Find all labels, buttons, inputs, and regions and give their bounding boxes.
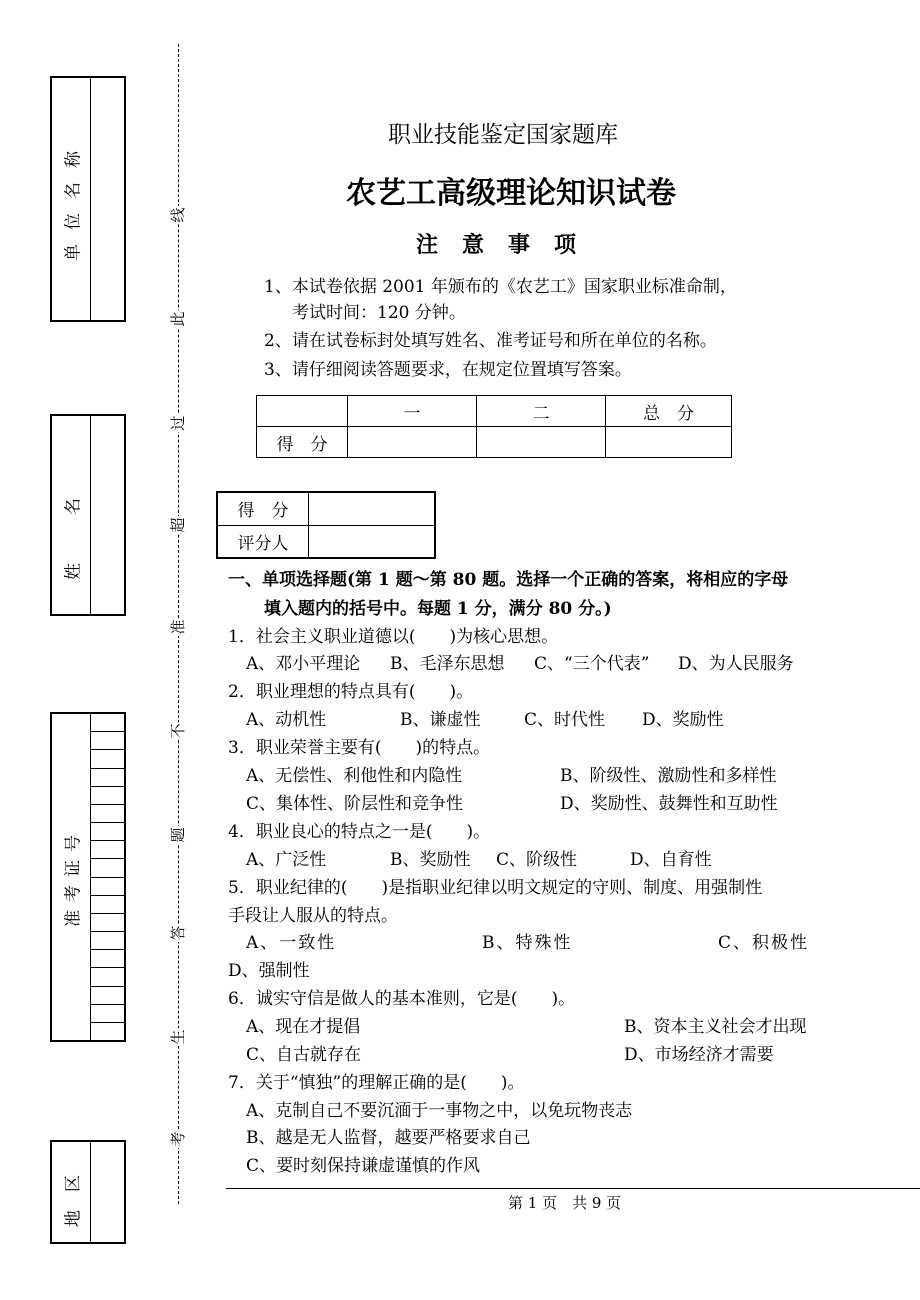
q4-option-b: B、奖励性	[390, 850, 471, 870]
question-2: 2．职业理想的特点具有( )。	[228, 682, 474, 702]
grader-table	[216, 491, 436, 559]
exam-id-label: 准考证号	[63, 827, 84, 927]
exam-title: 农艺工高级理论知识试卷	[346, 176, 676, 211]
region-label: 地区	[63, 1157, 84, 1227]
score-cell-total[interactable]	[606, 427, 732, 458]
cut-char: 准	[169, 619, 187, 635]
q3-option-d: D、奖励性、鼓舞性和互助性	[560, 794, 778, 814]
q5-option-c: C、积极性	[718, 933, 810, 953]
q1-option-a: A、邓小平理论	[246, 654, 361, 674]
question-1: 1．社会主义职业道德以( )为核心思想。	[228, 627, 559, 647]
page-number: 第 1 页 共 9 页	[508, 1194, 622, 1212]
q1-option-b: B、毛泽东思想	[390, 654, 505, 674]
cut-char: 线	[169, 207, 187, 223]
cut-char: 题	[169, 827, 187, 843]
score-row-label: 得 分	[257, 427, 348, 458]
q2-option-d: D、奖励性	[642, 710, 724, 730]
q5-option-d: D、强制性	[228, 961, 310, 981]
name-label: 姓名	[63, 450, 84, 580]
q4-option-a: A、广泛性	[246, 850, 327, 870]
q6-option-d: D、市场经济才需要	[624, 1045, 774, 1065]
section-heading-2: 填入题内的括号中。每题 1 分，满分 80 分。)	[264, 599, 612, 619]
q3-option-c: C、集体性、阶层性和竞争性	[246, 794, 464, 814]
question-7: 7．关于“慎独”的理解正确的是( )。	[228, 1073, 525, 1093]
name-field[interactable]	[91, 416, 124, 614]
exam-id-grid[interactable]	[91, 714, 124, 1040]
q5-option-a: A、一致性	[246, 933, 337, 953]
unit-name-field[interactable]	[91, 78, 124, 320]
q2-option-c: C、时代性	[524, 710, 606, 730]
cut-char: 过	[169, 415, 187, 431]
question-3: 3．职业荣誉主要有( )的特点。	[228, 738, 491, 758]
cut-char: 不	[169, 723, 187, 739]
question-5: 5．职业纪律的( )是指职业纪律以明文规定的守则、制度、用强制性	[228, 878, 763, 898]
region-field[interactable]	[91, 1142, 124, 1242]
question-5-cont: 手段让人服从的特点。	[228, 906, 398, 926]
notice-2: 2、请在试卷标封处填写姓名、准考证号和所在单位的名称。	[264, 331, 717, 351]
notice-3: 3、请仔细阅读答题要求，在规定位置填写答案。	[264, 360, 632, 380]
question-6: 6．诚实守信是做人的基本准则，它是( )。	[228, 989, 576, 1009]
unit-name-label: 单位名称	[63, 137, 84, 261]
cut-char: 生	[169, 1029, 187, 1045]
q1-option-d: D、为人民服务	[678, 654, 794, 674]
unit-name-box	[50, 76, 126, 322]
score-header-total: 总 分	[606, 396, 732, 427]
q7-option-a: A、克制自己不要沉湎于一事物之中，以免玩物丧志	[246, 1101, 633, 1121]
q6-option-a: A、现在才提倡	[246, 1017, 361, 1037]
cut-char: 此	[169, 311, 187, 327]
q2-option-a: A、动机性	[246, 710, 327, 730]
score-header-1: 一	[348, 396, 477, 427]
q4-option-c: C、阶级性	[496, 850, 578, 870]
cut-char: 答	[169, 925, 187, 941]
score-table	[256, 395, 732, 458]
cut-char: 考	[169, 1131, 187, 1147]
notice-1-cont: 考试时间：120 分钟。	[292, 303, 466, 323]
score-header-blank	[257, 396, 348, 427]
cut-char: 超	[169, 517, 187, 533]
q3-option-a: A、无偿性、利他性和内隐性	[246, 766, 463, 786]
q4-option-d: D、自育性	[630, 850, 712, 870]
q6-option-b: B、资本主义社会才出现	[624, 1017, 807, 1037]
q1-option-c: C、“三个代表”	[534, 654, 650, 674]
q2-option-b: B、谦虚性	[400, 710, 481, 730]
notice-title: 注意事项	[416, 233, 601, 258]
region-box	[50, 1140, 126, 1244]
name-box	[50, 414, 126, 616]
q5-option-b: B、特殊性	[482, 933, 573, 953]
q7-option-c: C、要时刻保持谦虚谨慎的作风	[246, 1156, 481, 1176]
question-bank-title: 职业技能鉴定国家题库	[388, 122, 618, 148]
score-header-2: 二	[477, 396, 606, 427]
footer-rule	[226, 1188, 920, 1189]
grader-score-label: 得 分	[217, 492, 309, 525]
grader-cell[interactable]	[309, 525, 436, 558]
score-cell-1[interactable]	[348, 427, 477, 458]
question-4: 4．职业良心的特点之一是( )。	[228, 822, 491, 842]
q3-option-b: B、阶级性、激励性和多样性	[560, 766, 777, 786]
score-cell-2[interactable]	[477, 427, 606, 458]
exam-id-box	[50, 712, 126, 1042]
q6-option-c: C、自古就存在	[246, 1045, 362, 1065]
q7-option-b: B、越是无人监督，越要严格要求自己	[246, 1128, 531, 1148]
grader-score-cell[interactable]	[309, 492, 436, 525]
section-heading-1: 一、单项选择题(第 1 题～第 80 题。选择一个正确的答案，将相应的字母	[228, 570, 789, 590]
notice-1: 1、本试卷依据 2001 年颁布的《农艺工》国家职业标准命制，	[264, 277, 737, 297]
grader-label: 评分人	[217, 525, 309, 558]
